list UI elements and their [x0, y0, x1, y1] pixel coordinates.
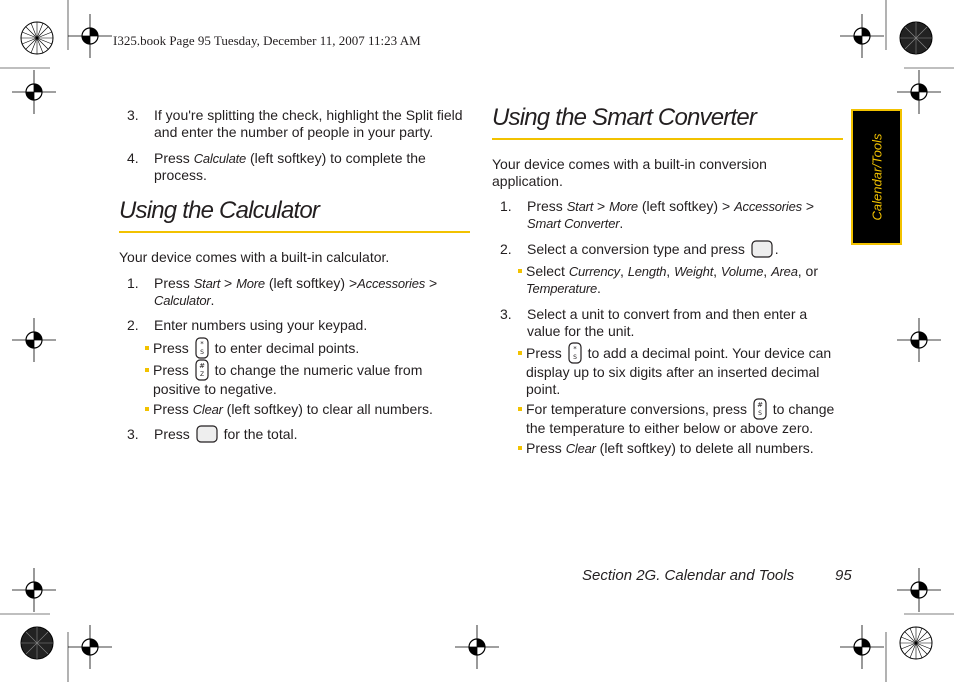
star-key-icon — [568, 342, 582, 364]
section-tab-label: Calendar/Tools — [869, 133, 884, 221]
print-header: I325.book Page 95 Tuesday, December 11, 2007 11:23 AM — [113, 33, 421, 48]
svg-text:#: # — [756, 401, 763, 409]
pound-key-icon — [195, 359, 209, 381]
ok-key-icon — [751, 240, 773, 258]
bullet-marker — [145, 407, 149, 411]
bullet-marker — [518, 351, 522, 355]
bullet-marker — [145, 346, 149, 350]
svg-text:*: * — [199, 340, 204, 348]
bullet-marker — [518, 407, 522, 411]
calculator-intro: Your device comes with a built-in calculator. — [119, 249, 390, 265]
svg-text:#: # — [198, 362, 205, 370]
calculator-heading: Using the Calculator — [119, 197, 320, 224]
bullet-marker — [145, 368, 149, 372]
svg-text:S: S — [572, 354, 577, 361]
left-column: 3. If you're splitting the check, highlight the Split field and enter the number of people in your party. 4. Press Calculate (left softkey) to complete the process. Using the Calculator Your device comes with a built-in calculator. 1. Press Start > More (left softkey) >Accessories > Calculator. 2. Enter numbers using your keypad. Press * S to enter decimal points. Press # Z to change the numeric value from positive to negative. Press Clear (left softkey) to clear all numbers. 3. Press for the total. — [119, 104, 471, 454]
converter-intro: Your device comes with a built-in conversion application. — [492, 156, 767, 189]
footer-page-number: 95 — [835, 567, 852, 584]
svg-text:S: S — [757, 410, 762, 417]
calculator-heading-rule — [119, 231, 470, 233]
svg-text:Z: Z — [199, 371, 204, 378]
bullet-marker — [518, 446, 522, 450]
star-key-icon — [195, 337, 209, 359]
footer-section: Section 2G. Calendar and Tools — [582, 567, 795, 584]
ok-key-icon — [196, 425, 218, 443]
converter-heading-rule — [492, 138, 843, 140]
svg-text:*: * — [572, 345, 577, 353]
bullet-marker — [518, 269, 522, 273]
converter-heading: Using the Smart Converter — [492, 104, 757, 131]
pound-key-icon — [753, 398, 767, 420]
section-tab — [851, 109, 902, 245]
right-column: Using the Smart Converter Your device comes with a built-in conversion application. 1. Press Start > More (left softkey) > Accessories > Smart Converter. 2. Select a conversion type and press . Select Currency, Length, Weight, Volume, Area, or Temperature. 3. Select a unit to convert from and then enter a value for the unit. Press * S to add a decimal point. Your device can display up to six digits after an inserted decimal point. For temperature conversions, press # S to change the temperature to either below or above zero. Press Clear (left softkey) to delete all numbers. — [492, 104, 844, 464]
svg-text:S: S — [199, 349, 204, 356]
